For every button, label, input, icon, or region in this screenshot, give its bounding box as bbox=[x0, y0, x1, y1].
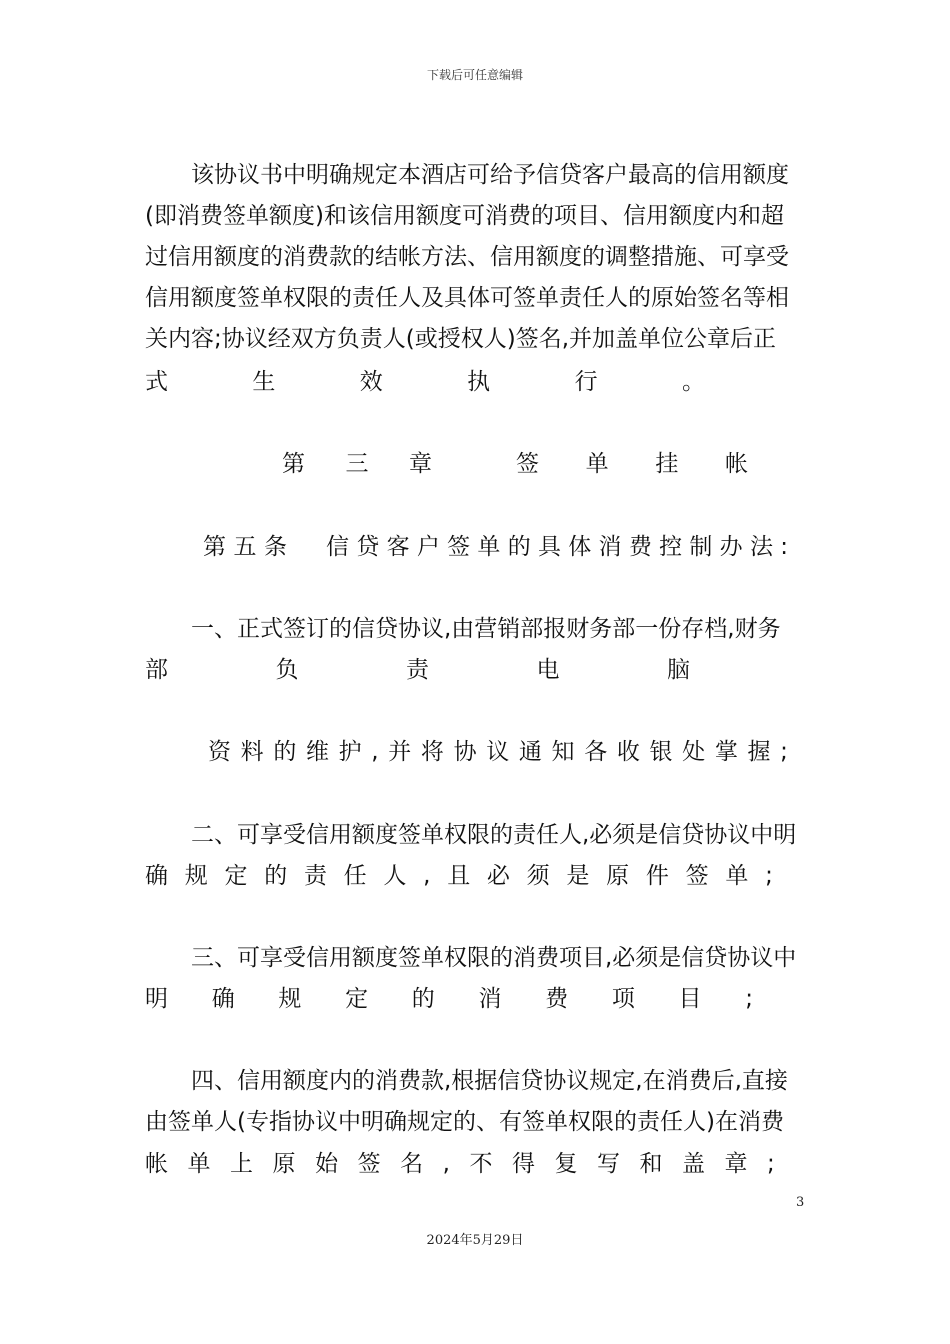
spread-char: 办 bbox=[719, 534, 743, 560]
spread-char: 银 bbox=[649, 739, 673, 765]
item3-line1: 三、可享受信用额度签单权限的消费项目,必须是信贷协议中 bbox=[191, 945, 797, 971]
spread-char: 单 bbox=[725, 863, 749, 889]
spread-char: 消 bbox=[478, 986, 502, 1012]
spread-char: 是 bbox=[566, 863, 590, 889]
spread-char: 协 bbox=[453, 739, 477, 765]
chapter-title bbox=[516, 444, 748, 484]
spread-char: ; bbox=[780, 739, 788, 765]
spread-char: 各 bbox=[584, 739, 608, 765]
spread-char: ; bbox=[765, 863, 773, 889]
para1-line6 bbox=[145, 362, 705, 402]
spread-char: 掌 bbox=[714, 739, 738, 765]
item1-line1: 一、正式签订的信贷协议,由营销部报财务部一份存档,财务 bbox=[191, 616, 781, 642]
spread-char: 负 bbox=[275, 657, 299, 683]
spread-char: 脑 bbox=[667, 657, 690, 683]
spread-char: 资 bbox=[208, 739, 231, 765]
para1-line5: 关内容;协议经双方负责人(或授权人)签名,并加盖单位公章后正 bbox=[145, 326, 777, 352]
spread-char: 名 bbox=[400, 1151, 424, 1177]
spread-char: , bbox=[371, 739, 379, 765]
spread-char: 项 bbox=[611, 986, 635, 1012]
spread-char: 维 bbox=[305, 739, 329, 765]
spread-char: 行 bbox=[574, 369, 598, 395]
spread-char: 章 bbox=[724, 1151, 748, 1177]
spread-char: 体 bbox=[568, 534, 592, 560]
spread-char: 原 bbox=[272, 1151, 296, 1177]
spread-char: 任 bbox=[343, 863, 367, 889]
spread-char: 控 bbox=[659, 534, 683, 560]
spread-char: 得 bbox=[511, 1151, 535, 1177]
item4-line1: 四、信用额度内的消费款,根据信贷协议规定,在消费后,直接 bbox=[191, 1068, 788, 1094]
spread-char: 料 bbox=[240, 739, 264, 765]
spread-char: 执 bbox=[467, 369, 491, 395]
spread-char: 费 bbox=[545, 986, 569, 1012]
para1-line3: 过信用额度的消费款的结帐方法、信用额度的调整措施、可享受 bbox=[145, 244, 789, 270]
spread-char: 责 bbox=[406, 657, 429, 683]
spread-char: 消 bbox=[598, 534, 622, 560]
spread-char: 电 bbox=[536, 657, 560, 683]
spread-char: 单 bbox=[477, 534, 501, 560]
item2-line2 bbox=[145, 856, 773, 896]
item3-line2 bbox=[145, 979, 753, 1019]
item4-line3 bbox=[145, 1144, 775, 1184]
spread-char: 始 bbox=[315, 1151, 339, 1177]
spread-char: 定 bbox=[345, 986, 369, 1012]
spread-char: 的 bbox=[411, 986, 435, 1012]
item1-line2 bbox=[145, 650, 690, 690]
spread-char: 人 bbox=[383, 863, 407, 889]
spread-char: 费 bbox=[628, 534, 652, 560]
spread-char: 知 bbox=[551, 739, 575, 765]
spread-char: 单 bbox=[585, 451, 609, 477]
chapter-number bbox=[282, 444, 432, 484]
spread-char: 责 bbox=[303, 863, 327, 889]
spread-char: 处 bbox=[682, 739, 706, 765]
spread-char: 不 bbox=[469, 1151, 493, 1177]
spread-char: 签 bbox=[357, 1151, 381, 1177]
spread-char: 件 bbox=[645, 863, 669, 889]
spread-char: 户 bbox=[416, 534, 440, 560]
spread-char: 议 bbox=[486, 739, 510, 765]
spread-char: 规 bbox=[278, 986, 302, 1012]
para1-line4: 信用额度签单权限的责任人及具体可签单责任人的原始签名等相 bbox=[145, 285, 789, 311]
spread-char: 三 bbox=[345, 451, 369, 477]
page-header: 下载后可任意编辑 bbox=[426, 68, 523, 82]
spread-char: 信 bbox=[326, 534, 349, 560]
spread-char: 客 bbox=[386, 534, 410, 560]
spread-char: 效 bbox=[359, 369, 383, 395]
spread-char: , bbox=[442, 1151, 450, 1177]
spread-char: 并 bbox=[388, 739, 412, 765]
spread-char: 确 bbox=[211, 986, 235, 1012]
spread-char: 通 bbox=[518, 739, 542, 765]
spread-char: 章 bbox=[409, 451, 432, 477]
spread-char: 条 bbox=[264, 534, 287, 560]
spread-char: 将 bbox=[420, 739, 444, 765]
spread-char: 第 bbox=[282, 451, 305, 477]
spread-char: 写 bbox=[596, 1151, 620, 1177]
spread-char: 式 bbox=[145, 369, 168, 395]
spread-char: 且 bbox=[447, 863, 471, 889]
spread-char: 帐 bbox=[724, 451, 748, 477]
spread-char: 确 bbox=[145, 863, 168, 889]
spread-char: 规 bbox=[184, 863, 208, 889]
spread-char: 目 bbox=[678, 986, 702, 1012]
spread-char: 明 bbox=[145, 986, 168, 1012]
spread-char: 必 bbox=[486, 863, 510, 889]
spread-char: 帐 bbox=[145, 1151, 168, 1177]
article-title bbox=[326, 527, 788, 567]
spread-char: 部 bbox=[145, 657, 168, 683]
item1-line3 bbox=[208, 732, 788, 772]
spread-char: 单 bbox=[187, 1151, 211, 1177]
spread-char: : bbox=[780, 534, 788, 560]
item2-line1: 二、可享受信用额度签单权限的责任人,必须是信贷协议中明 bbox=[191, 822, 797, 848]
spread-char: 签 bbox=[516, 451, 539, 477]
spread-char: 定 bbox=[224, 863, 248, 889]
spread-char: 上 bbox=[230, 1151, 254, 1177]
spread-char: 五 bbox=[233, 534, 257, 560]
spread-char: 生 bbox=[252, 369, 276, 395]
article-label bbox=[203, 527, 287, 567]
para1-line1: 该协议书中明确规定本酒店可给予信贷客户最高的信用额度 bbox=[191, 162, 789, 188]
item4-line2: 由签单人(专指协议中明确规定的、有签单权限的责任人)在消费 bbox=[145, 1109, 784, 1135]
spread-char: 握 bbox=[747, 739, 771, 765]
spread-char: 收 bbox=[616, 739, 640, 765]
spread-char: 复 bbox=[554, 1151, 578, 1177]
para1-line2: (即消费签单额度)和该信用额度可消费的项目、信用额度内和超 bbox=[145, 203, 784, 229]
spread-char: 的 bbox=[273, 739, 297, 765]
spread-char: ; bbox=[745, 986, 753, 1012]
spread-char: 和 bbox=[639, 1151, 663, 1177]
spread-char: 签 bbox=[685, 863, 709, 889]
spread-char: 挂 bbox=[655, 451, 679, 477]
page-number: 3 bbox=[796, 1195, 805, 1210]
spread-char: 原 bbox=[606, 863, 630, 889]
spread-char: 法 bbox=[749, 534, 773, 560]
spread-char: 。 bbox=[681, 369, 705, 395]
spread-char: 签 bbox=[447, 534, 471, 560]
spread-char: 第 bbox=[203, 534, 226, 560]
spread-char: 的 bbox=[507, 534, 531, 560]
spread-char: 护 bbox=[338, 739, 362, 765]
footer-date: 2024年5月29日 bbox=[426, 1233, 524, 1248]
spread-char: 制 bbox=[689, 534, 713, 560]
spread-char: 的 bbox=[264, 863, 288, 889]
spread-char: , bbox=[423, 863, 431, 889]
spread-char: ; bbox=[767, 1151, 775, 1177]
spread-char: 须 bbox=[526, 863, 550, 889]
spread-char: 贷 bbox=[356, 534, 380, 560]
spread-char: 盖 bbox=[682, 1151, 706, 1177]
spread-char: 具 bbox=[537, 534, 561, 560]
